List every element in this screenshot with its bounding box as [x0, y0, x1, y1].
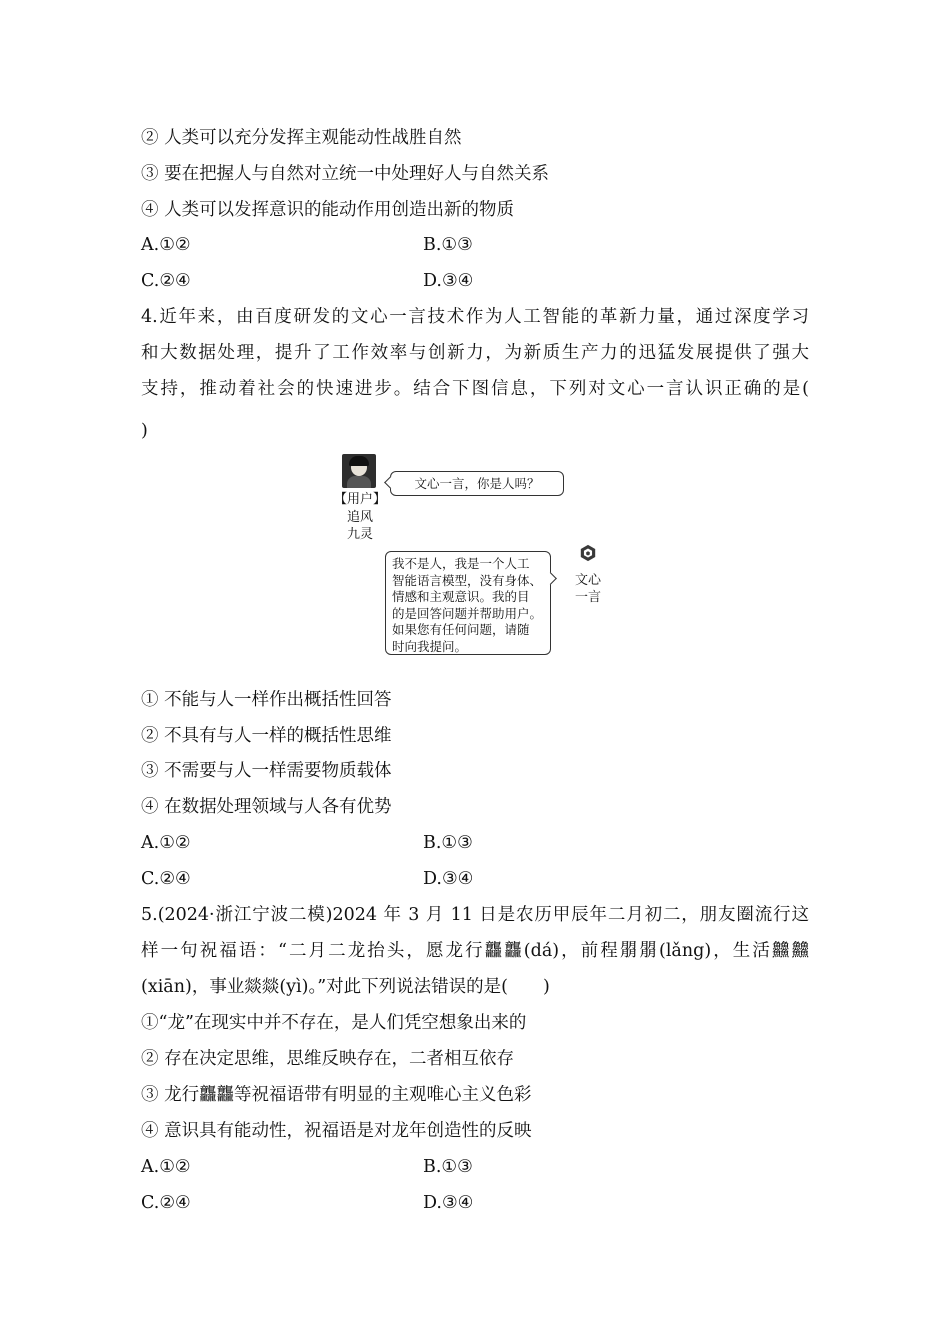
q4-choice-b: B.①③	[423, 833, 473, 853]
chat-figure	[330, 450, 620, 662]
q5-stem-line-3: (xiān)，事业燚燚(yì)。”对此下列说法错误的是( )	[141, 977, 550, 997]
bot-reply-line-3: 情感和主观意识。我的目	[392, 589, 530, 604]
user-avatar	[342, 454, 376, 488]
q3-option-4: ④ 人类可以发挥意识的能动作用创造出新的物质	[141, 200, 515, 220]
bot-reply-line-2: 智能语言模型，没有身体、	[392, 572, 543, 588]
wenxin-logo-icon	[579, 544, 597, 562]
q5-option-3: ③ 龙行龘龘等祝福语带有明显的主观唯心主义色彩	[141, 1085, 532, 1105]
q5-option-1: ①“龙”在现实中并不存在，是人们凭空想象出来的	[141, 1013, 527, 1033]
bot-reply-line-4: 的是回答问题并帮助用户。	[392, 605, 543, 621]
q5-choice-c: C.②④	[141, 1193, 191, 1213]
user-name-line-2: 九灵	[346, 527, 373, 542]
bot-reply-line-1: 我不是人，我是一个人工	[392, 556, 530, 571]
user-question-bubble	[390, 471, 564, 496]
q5-stem-line-1: 5.(2024·浙江宁波二模)2024 年 3 月 11 日是农历甲辰年二月初二，朋友圈流行这	[141, 905, 809, 925]
q5-option-4: ④ 意识具有能动性，祝福语是对龙年创造性的反映	[141, 1121, 532, 1141]
q4-choice-d: D.③④	[423, 869, 474, 889]
q4-stem-line-2: 和大数据处理，提升了工作效率与创新力，为新质生产力的迅猛发展提供了强大	[141, 343, 809, 363]
q4-option-4: ④ 在数据处理领域与人各有优势	[141, 797, 392, 817]
q4-option-2: ② 不具有与人一样的概括性思维	[141, 726, 392, 746]
bot-name-line-1: 文心	[574, 573, 601, 588]
q5-choice-d: D.③④	[423, 1193, 474, 1213]
q3-option-2: ② 人类可以充分发挥主观能动性战胜自然	[141, 128, 462, 148]
bot-reply-line-6: 时向我提问。	[392, 638, 468, 654]
q5-stem-line-2: 样一句祝福语：“二月二龙抬头，愿龙行龘龘(dá)，前程朤朤(lǎng)，生活䲜䲜	[141, 941, 809, 961]
q4-stem-line-3: 支持，推动着社会的快速进步。结合下图信息，下列对文心一言认识正确的是(	[141, 379, 809, 399]
user-name-line-1: 追风	[346, 510, 373, 525]
q4-choice-a: A.①②	[141, 833, 191, 853]
q3-choice-d: D.③④	[423, 271, 474, 291]
bot-name-line-2: 一言	[574, 590, 601, 605]
q4-stem-line-4: )	[141, 421, 148, 441]
q3-option-3: ③ 要在把握人与自然对立统一中处理好人与自然关系	[141, 164, 550, 184]
q3-choice-c: C.②④	[141, 271, 191, 291]
q4-option-3: ③ 不需要与人一样需要物质载体	[141, 761, 392, 781]
q5-choice-a: A.①②	[141, 1157, 191, 1177]
q5-option-2: ② 存在决定思维，思维反映存在，二者相互依存	[141, 1049, 515, 1069]
user-tag: 【用户】	[334, 492, 387, 507]
q3-choice-b: B.①③	[423, 235, 473, 255]
q5-choice-b: B.①③	[423, 1157, 473, 1177]
bot-reply-bubble	[385, 551, 551, 655]
q4-choice-c: C.②④	[141, 869, 191, 889]
user-question-text: 文心一言，你是人吗？	[414, 476, 540, 491]
q4-option-1: ① 不能与人一样作出概括性回答	[141, 690, 392, 710]
q4-stem-line-1: 4.近年来，由百度研发的文心一言技术作为人工智能的革新力量，通过深度学习	[141, 307, 809, 327]
q3-choice-a: A.①②	[141, 235, 191, 255]
bot-reply-line-5: 如果您有任何问题，请随	[392, 622, 530, 637]
